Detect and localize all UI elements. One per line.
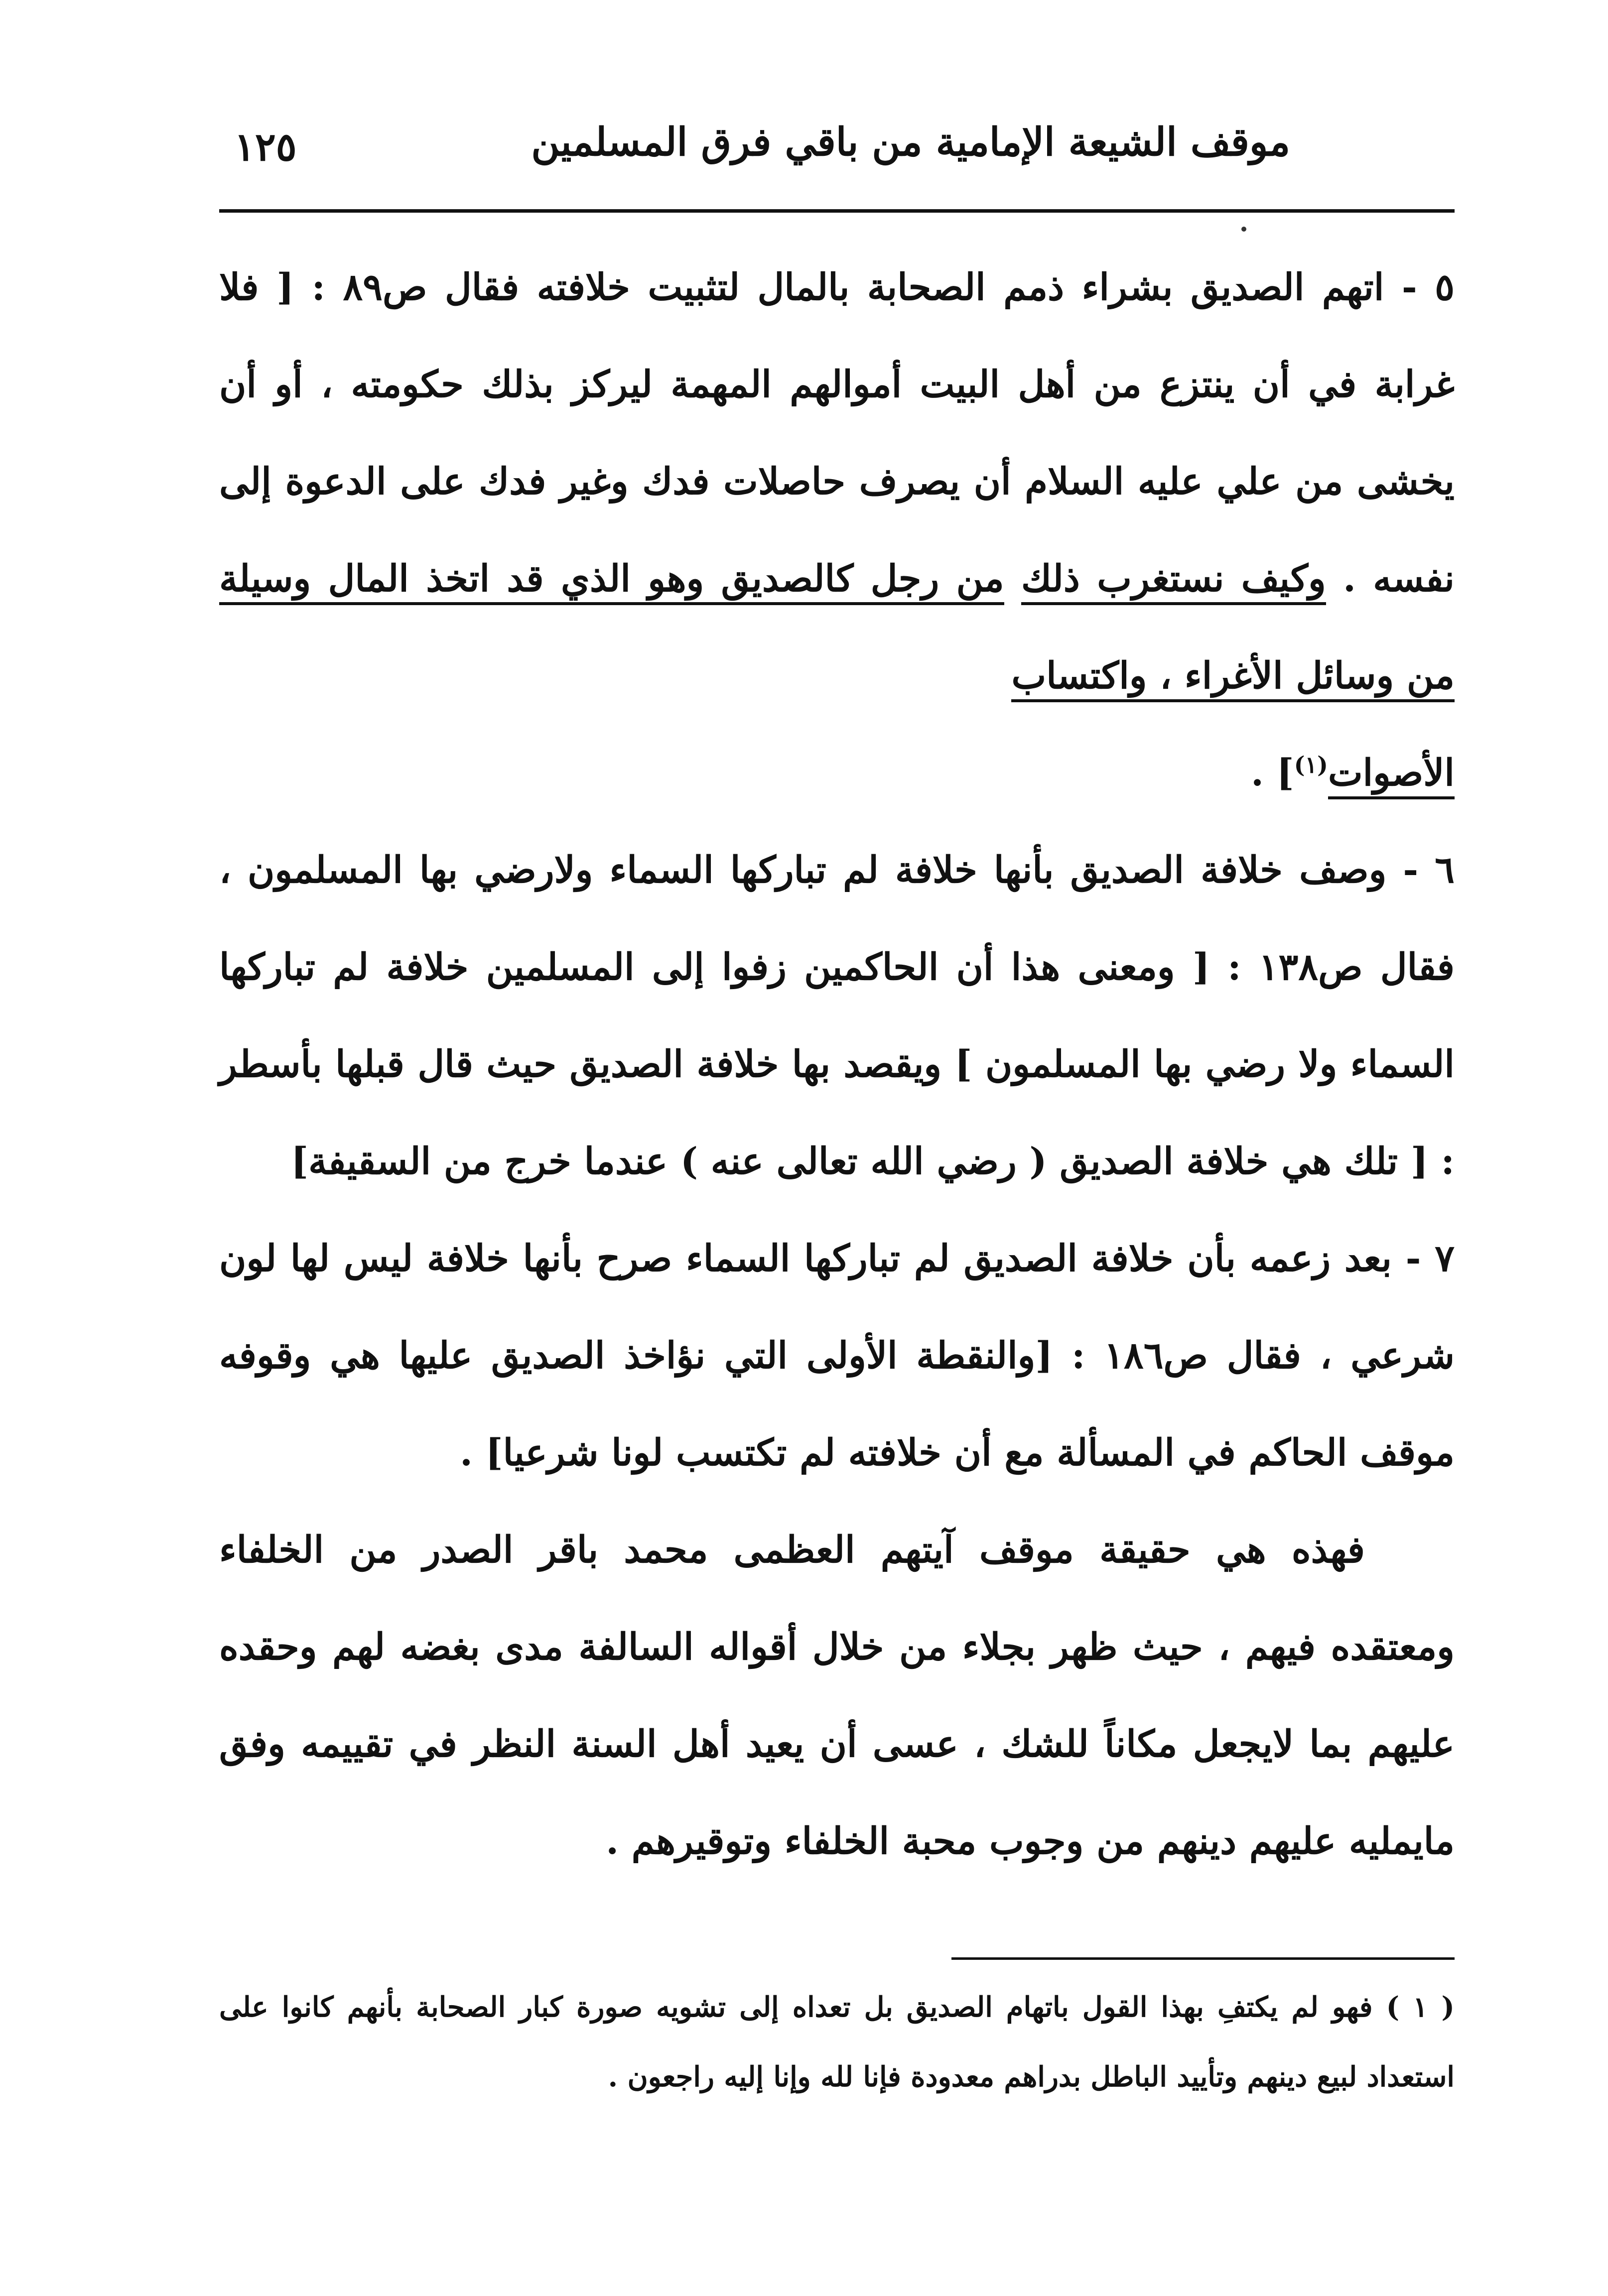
scan-speck (1241, 227, 1246, 232)
line: محبة الخلفاء وتوقيرهم . (606, 1820, 977, 1863)
running-title: موقف الشيعة الإمامية من باقي فرق المسلمين (531, 120, 1290, 165)
line: للشك ، عسى أن يعيد أهل السنة النظر في تقييمه وفق مايمليه عليهم دينهم من وجوب (219, 1723, 1455, 1863)
paragraph-conclusion (219, 1502, 1455, 1890)
line: السلام أن يصرف حاصلات فدك وغير فدك على الدعوة إلى نفسه . (219, 460, 1455, 600)
footnote-line: ( ١ ) فهو لم يكتفِ بهذا القول باتهام الصديق بل تعداه إلى تشويه صورة كبار الصحابة بأنهم كانوا على استعداد (219, 1991, 1455, 2093)
underlined-quote: من رجل كالصديق وهو الذي قد اتخذ المال وسيلة من وسائل الأغراء ، واكتساب (219, 557, 1455, 702)
header-rule (219, 209, 1455, 213)
page-number: ١٢٥ (234, 125, 297, 170)
paragraph-item-7 (219, 1210, 1455, 1502)
line: ص١٣٨ : [ ومعنى هذا أن الحاكمين زفوا إلى المسلمين خلافة لم تباركها السماء ولا رضي (219, 946, 1455, 1086)
paragraph-item-6 (219, 822, 1455, 1210)
footnote (219, 1972, 1455, 2112)
footnote-1 (219, 1972, 1455, 2112)
main-text (219, 239, 1455, 1890)
line: فهذه هي حقيقة موقف آيتهم العظمى محمد باقر الصدر من الخلفاء ومعتقده فيهم ، (219, 1529, 1455, 1668)
line: بها المسلمون ] ويقصد بها خلافة الصديق حيث قال قبلها بأسطر : [ تلك هي خلافة (219, 1043, 1455, 1183)
line: المسألة مع أن خلافته لم تكتسب لونا شرعيا] . (460, 1431, 1175, 1474)
paragraph-item-5 (219, 239, 1455, 822)
line: ٦ - وصف خلافة الصديق بأنها خلافة لم تباركها السماء ولارضي بها المسلمون ، فقال (219, 849, 1455, 989)
line: الصديق ( رضي الله تعالى عنه ) عندما خرج من السقيفة] (291, 1140, 1174, 1183)
line: ] . (1251, 752, 1294, 794)
line: فقال ص١٨٦ : [والنقطة الأولى التي نؤاخذ الصديق عليها هي وقوفه موقف الحاكم في (219, 1334, 1455, 1474)
footnote-rule (951, 1957, 1455, 1960)
underlined-quote: وكيف نستغرب ذلك (1021, 557, 1326, 605)
line: أن ينتزع من أهل البيت أموالهم المهمة ليركز بذلك حكومته ، أو أن يخشى من علي عليه (219, 363, 1455, 503)
page-header (219, 110, 1455, 184)
footnote-marker: (١) (1294, 751, 1328, 778)
underlined-quote: الأصوات (1328, 752, 1455, 799)
line: ٥ - اتهم الصديق بشراء ذمم الصحابة بالمال لتثبيت خلافته فقال ص٨٩ : [ فلا غرابة في (219, 266, 1455, 406)
line: حيث ظهر بجلاء من خلال أقواله السالفة مدى بغضه لهم وحقده عليهم بما لايجعل مكاناً (219, 1626, 1455, 1766)
line: ٧ - بعد زعمه بأن خلافة الصديق لم تباركها السماء صرح بأنها خلافة ليس لها لون شرعي ، (219, 1237, 1455, 1377)
book-page (219, 0, 1455, 2296)
footnote-line: لبيع دينهم وتأييد الباطل بدراهم معدودة فإنا لله وإنا إليه راجعون . (608, 2060, 1357, 2093)
